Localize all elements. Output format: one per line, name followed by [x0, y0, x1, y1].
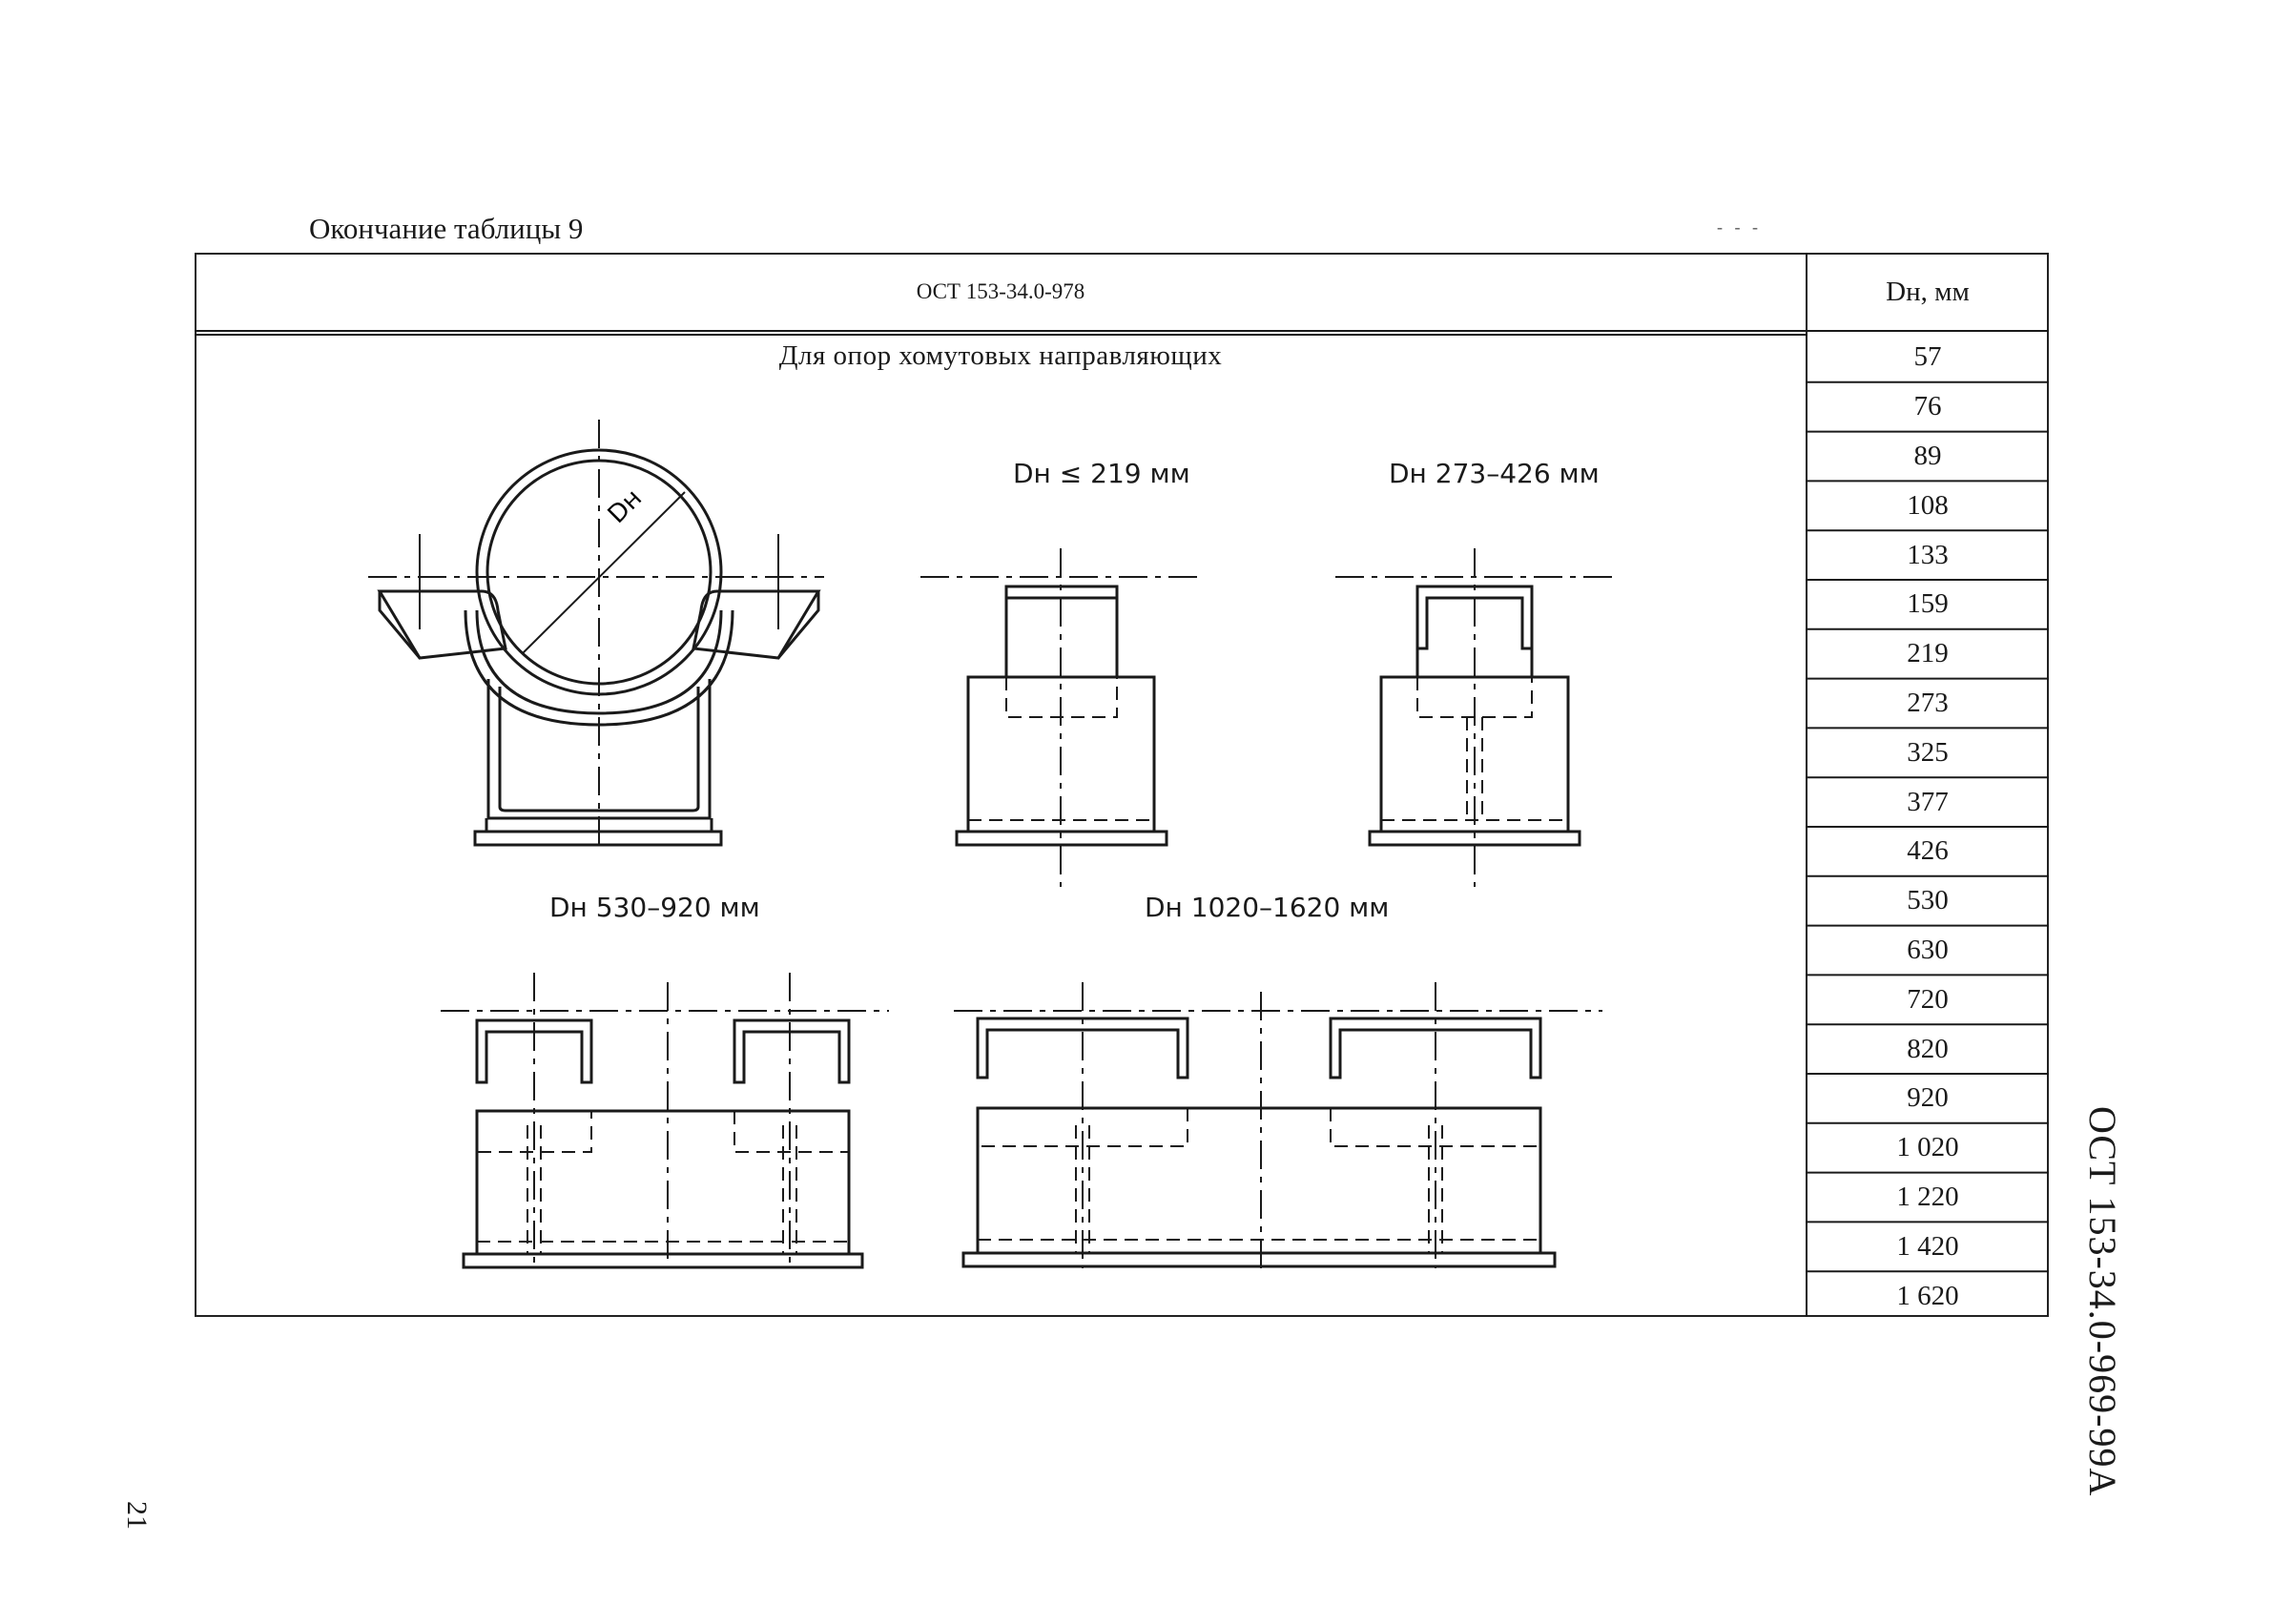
dn-value-cell: 1 620: [1896, 1280, 1959, 1311]
clamp-support-section: [368, 420, 824, 849]
dn-value-cell: 325: [1907, 736, 1949, 768]
scan-tick-marks: - - -: [1717, 217, 1762, 236]
dn-value-cell: 530: [1907, 885, 1949, 916]
label-dn-xlarge: Dн 1020–1620 мм: [1145, 892, 1390, 923]
dn-value-cell: 426: [1907, 835, 1949, 867]
dn-value-cell: 89: [1913, 440, 1942, 471]
dn-value-cell: 57: [1913, 341, 1942, 373]
support-small: [920, 548, 1204, 887]
dn-value-cell: 820: [1907, 1033, 1949, 1064]
dn-value-cell: 720: [1907, 983, 1949, 1015]
circle-dn-label: Dн: [602, 483, 649, 529]
dn-row-dividers: [1807, 382, 2049, 1271]
dn-value-cell: 273: [1907, 687, 1949, 718]
dn-value-cell: 133: [1907, 539, 1949, 570]
table-subtitle: Для опор хомутовых направляющих: [778, 340, 1223, 371]
side-document-code: ОСТ 153-34.0-969-99А: [2081, 1106, 2124, 1497]
dn-value-cell: 920: [1907, 1082, 1949, 1114]
dn-value-cell: 159: [1907, 588, 1949, 620]
dn-value-cell: 1 420: [1896, 1230, 1959, 1262]
dn-value-cell: 1 220: [1896, 1181, 1959, 1212]
support-large: [441, 973, 889, 1268]
standard-header: ОСТ 153-34.0-978: [916, 279, 1085, 303]
dn-value-cell: 108: [1907, 489, 1949, 521]
dn-value-cell: 377: [1907, 786, 1949, 817]
support-xlarge: [954, 982, 1602, 1268]
dn-column-header: Dн, мм: [1886, 276, 1970, 307]
label-dn-medium: Dн 273–426 мм: [1389, 458, 1600, 489]
page-number: 21: [121, 1501, 153, 1530]
support-medium: [1335, 548, 1617, 887]
dn-value-cell: 219: [1907, 638, 1949, 669]
dn-value-cell: 630: [1907, 934, 1949, 965]
dn-value-cell: 1 020: [1896, 1132, 1959, 1163]
table-caption: Окончание таблицы 9: [309, 212, 584, 245]
label-dn-small: Dн ≤ 219 мм: [1013, 458, 1190, 489]
dn-value-cell: 76: [1913, 391, 1942, 422]
label-dn-large: Dн 530–920 мм: [549, 892, 760, 923]
